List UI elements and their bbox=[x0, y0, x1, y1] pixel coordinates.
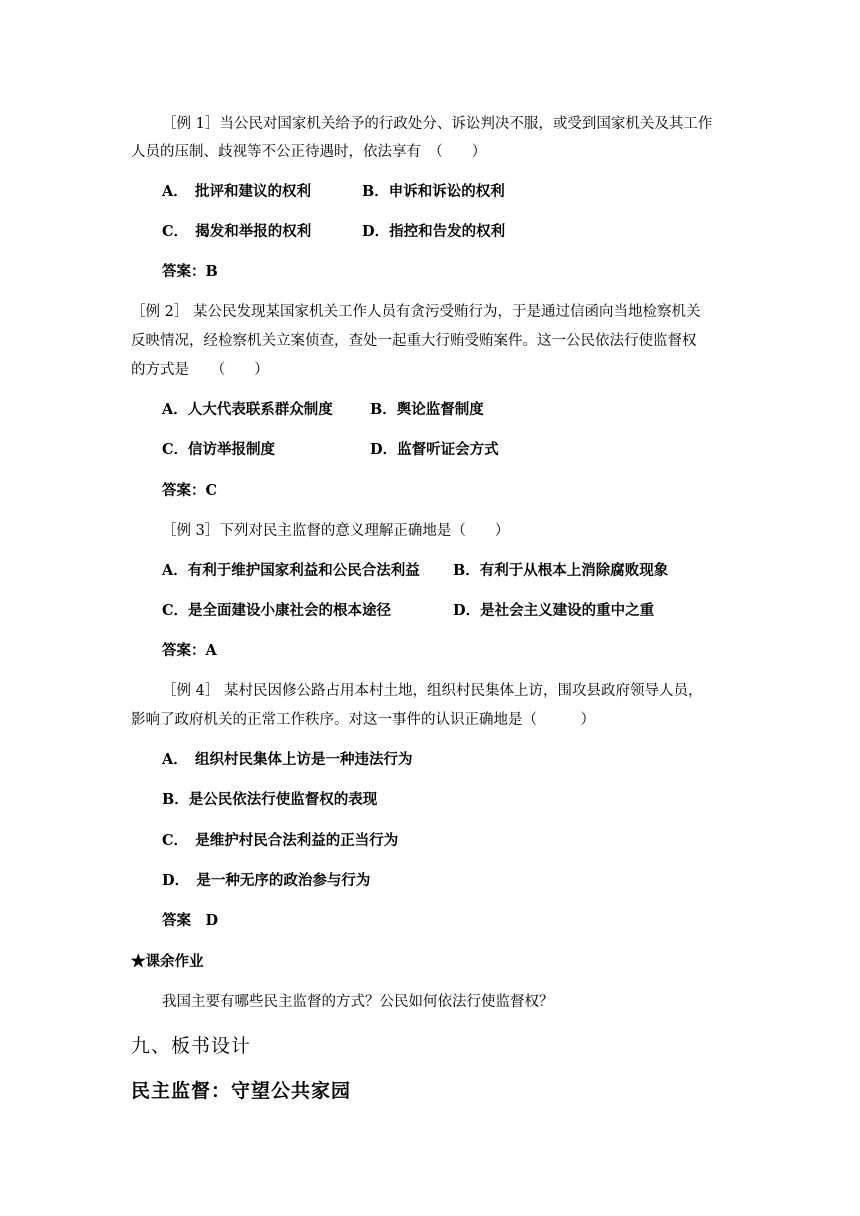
example-1-option-c: C． 揭发和举报的权利 bbox=[162, 223, 312, 240]
example-3-option-c: C．是全面建设小康社会的根本途径 bbox=[162, 602, 392, 619]
example-1-question-line-1: ［例 1］当公民对国家机关给予的行政处分、诉讼判决不服，或受到国家机关及其工作 bbox=[162, 116, 713, 132]
example-2-question-line-2: 反映情况，经检察机关立案侦查，查处一起重大行贿受贿案件。这一公民依法行使监督权 bbox=[131, 333, 697, 349]
example-2-question-line-1: ［例 2］ 某公民发现某国家机关工作人员有贪污受贿行为，于是通过信函向当地检察机关 bbox=[131, 304, 701, 320]
example-2-option-c: C．信访举报制度 bbox=[162, 441, 276, 458]
homework-title: ★课余作业 bbox=[131, 953, 204, 970]
example-4-option-a: A． 组织村民集体上访是一种违法行为 bbox=[162, 751, 413, 768]
example-1-option-d: D．指控和告发的权利 bbox=[362, 223, 506, 240]
board-design-subheading: 民主监督：守望公共家园 bbox=[131, 1080, 352, 1102]
example-4-answer: 答案 D bbox=[162, 912, 219, 929]
example-1-question-line-2: 人员的压制、歧视等不公正待遇时，依法享有 （ ） bbox=[131, 144, 487, 160]
example-2-option-a: A．人大代表联系群众制度 bbox=[162, 401, 333, 418]
homework-question: 我国主要有哪些民主监督的方式？公民如何依法行使监督权？ bbox=[162, 994, 554, 1010]
example-4-option-b: B．是公民依法行使监督权的表现 bbox=[162, 791, 378, 808]
example-1-answer: 答案：B bbox=[162, 263, 218, 280]
example-3-answer: 答案：A bbox=[162, 642, 217, 659]
example-2-option-b: B．舆论监督制度 bbox=[370, 401, 484, 418]
example-1-option-b: B．申诉和诉讼的权利 bbox=[362, 183, 505, 200]
example-4-question-line-2: 影响了政府机关的正常工作秩序。对这一事件的认识正确地是（ ） bbox=[131, 712, 595, 728]
example-4-question-line-1: ［例 4］ 某村民因修公路占用本村土地，组织村民集体上访，围攻县政府领导人员， bbox=[162, 683, 703, 699]
board-design-heading: 九、板书设计 bbox=[131, 1035, 252, 1057]
example-4-option-d: D． 是一种无序的政治参与行为 bbox=[162, 872, 371, 889]
example-3-option-d: D．是社会主义建设的重中之重 bbox=[453, 602, 655, 619]
example-2-option-d: D．监督听证会方式 bbox=[370, 441, 499, 458]
example-3-option-b: B．有利于从根本上消除腐败现象 bbox=[453, 562, 669, 579]
example-2-answer: 答案：C bbox=[162, 482, 218, 499]
example-2-question-line-3: 的方式是 （ ） bbox=[131, 362, 269, 378]
example-3-option-a: A．有利于维护国家利益和公民合法利益 bbox=[162, 562, 420, 579]
example-4-option-c: C． 是维护村民合法利益的正当行为 bbox=[162, 832, 399, 849]
example-1-option-a: A． 批评和建议的权利 bbox=[162, 183, 311, 200]
example-3-question-line-1: ［例 3］下列对民主监督的意义理解正确地是（ ） bbox=[162, 523, 510, 539]
